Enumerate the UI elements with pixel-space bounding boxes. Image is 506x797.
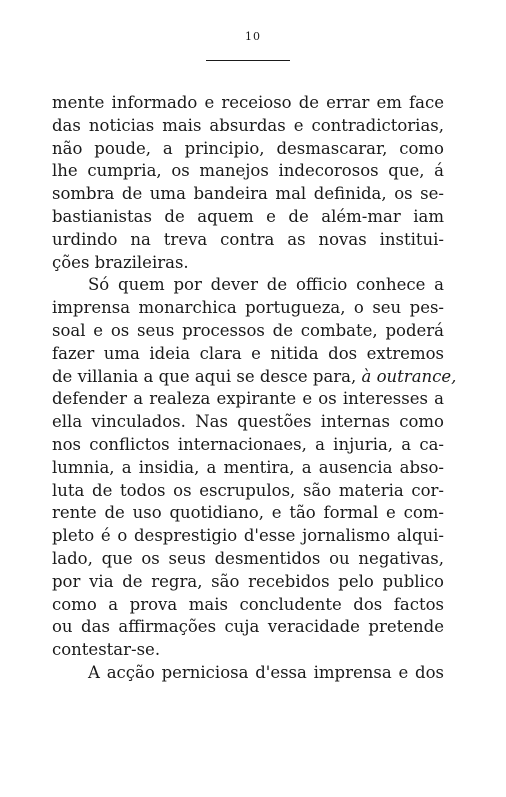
text-line: rente de uso quotidiano, e tão formal e com- [52,503,444,523]
text-line: luta de todos os escrupulos, são materia cor- [52,480,444,500]
text-block [52,92,457,685]
text-line: mente informado e receioso de errar em face [52,93,444,112]
page-number: 10 [245,30,261,43]
text-line: não poude, a principio, desmascarar, como [52,138,444,158]
text-line: lumnia, a insidia, a mentira, a ausencia abso- [52,457,444,477]
text-line: lhe cumpria, os manejos indecorosos que, á [52,161,444,181]
text-line: ou das affirmações cuja veracidade pretende [52,617,444,637]
text-line: Só quem por dever de officio conhece a [88,275,444,295]
text-line: nos conflictos internacionaes, a injuria, a ca- [52,434,444,454]
text-line: sombra de uma bandeira mal definida, os se- [52,184,444,204]
text-line: urdindo na treva contra as novas institui- [52,229,444,249]
text-line: ções brazileiras. [52,252,189,272]
text-line-with-italic [52,366,457,389]
text-line: das noticias mais absurdas e contradictorias, [52,115,444,135]
text-line: contestar-se. [52,640,161,660]
text-segment: de villania a que aqui se desce para, [52,366,357,386]
header-rule [206,60,290,61]
text-line: defender a realeza expirante e os interesses a [52,389,444,409]
text-line: soal e os seus processos de combate, poderá [52,320,444,340]
text-line: como a prova mais concludente dos factos [52,594,444,614]
text-line: imprensa monarchica portugueza, o seu pes- [52,298,444,318]
text-line: A acção perniciosa d'essa imprensa e dos [88,662,444,682]
text-line: por via de regra, são recebidos pelo publico [52,571,444,591]
text-line: bastianistas de aquem e de além-mar iam [52,206,444,226]
text-line: ella vinculados. Nas questões internas como [52,412,444,432]
text-line: fazer uma ideia clara e nitida dos extremos [52,343,444,363]
text-line: lado, que os seus desmentidos ou negativas, [52,548,444,568]
italic-phrase: à outrance, [361,366,457,386]
text-line: pleto é o desprestigio d'esse jornalismo alqui- [52,526,444,546]
